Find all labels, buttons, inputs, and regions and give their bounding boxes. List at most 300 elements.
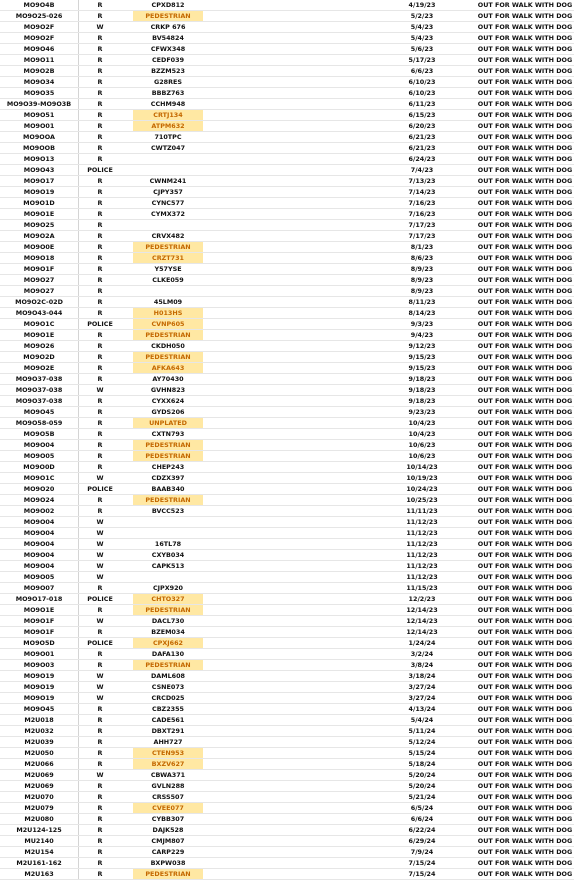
cell-empty[interactable] — [121, 550, 133, 561]
cell-empty[interactable] — [451, 847, 475, 858]
cell-plate[interactable]: CAPK513 — [133, 561, 203, 572]
cell-empty[interactable] — [121, 231, 133, 242]
cell-id[interactable]: MO9O37-038 — [0, 385, 79, 396]
cell-empty[interactable] — [203, 374, 393, 385]
cell-empty[interactable] — [203, 132, 393, 143]
cell-empty[interactable] — [121, 77, 133, 88]
cell-empty[interactable] — [121, 770, 133, 781]
cell-date[interactable]: 11/15/23 — [393, 583, 451, 594]
cell-plate[interactable]: CLKE059 — [133, 275, 203, 286]
cell-description[interactable]: OUT FOR WALK WITH DOG — [475, 539, 574, 550]
cell-empty[interactable] — [121, 506, 133, 517]
cell-description[interactable]: OUT FOR WALK WITH DOG — [475, 99, 574, 110]
cell-description[interactable]: OUT FOR WALK WITH DOG — [475, 693, 574, 704]
cell-empty[interactable] — [451, 726, 475, 737]
cell-empty[interactable] — [121, 396, 133, 407]
table-row[interactable] — [0, 572, 574, 583]
cell-empty[interactable] — [451, 803, 475, 814]
cell-plate[interactable]: UNPLATED — [133, 418, 203, 429]
cell-empty[interactable] — [451, 385, 475, 396]
cell-type[interactable]: W — [79, 22, 122, 33]
cell-description[interactable]: OUT FOR WALK WITH DOG — [475, 187, 574, 198]
cell-plate[interactable]: GVLN288 — [133, 781, 203, 792]
cell-empty[interactable] — [451, 495, 475, 506]
cell-date[interactable]: 3/2/24 — [393, 649, 451, 660]
cell-empty[interactable] — [121, 143, 133, 154]
cell-id[interactable]: MO9O2D — [0, 352, 79, 363]
cell-empty[interactable] — [203, 11, 393, 22]
cell-empty[interactable] — [451, 825, 475, 836]
cell-description[interactable]: OUT FOR WALK WITH DOG — [475, 33, 574, 44]
cell-id[interactable]: MO9OOB — [0, 143, 79, 154]
cell-id[interactable]: MO9O11 — [0, 55, 79, 66]
cell-id[interactable]: MO9O02 — [0, 506, 79, 517]
cell-empty[interactable] — [121, 616, 133, 627]
cell-type[interactable]: R — [79, 451, 122, 462]
table-row[interactable] — [0, 55, 574, 66]
cell-description[interactable]: OUT FOR WALK WITH DOG — [475, 264, 574, 275]
cell-description[interactable]: OUT FOR WALK WITH DOG — [475, 682, 574, 693]
cell-empty[interactable] — [203, 110, 393, 121]
cell-empty[interactable] — [203, 605, 393, 616]
cell-type[interactable]: R — [79, 198, 122, 209]
cell-description[interactable]: OUT FOR WALK WITH DOG — [475, 748, 574, 759]
cell-date[interactable]: 11/11/23 — [393, 506, 451, 517]
cell-empty[interactable] — [121, 682, 133, 693]
cell-empty[interactable] — [451, 352, 475, 363]
cell-id[interactable]: MO9O45 — [0, 704, 79, 715]
cell-plate[interactable]: CYXX624 — [133, 396, 203, 407]
cell-empty[interactable] — [451, 429, 475, 440]
cell-empty[interactable] — [203, 143, 393, 154]
table-row[interactable] — [0, 638, 574, 649]
cell-empty[interactable] — [203, 0, 393, 11]
cell-description[interactable]: OUT FOR WALK WITH DOG — [475, 858, 574, 869]
cell-id[interactable]: MO9O20 — [0, 484, 79, 495]
cell-description[interactable]: OUT FOR WALK WITH DOG — [475, 231, 574, 242]
cell-plate[interactable] — [133, 165, 203, 176]
cell-plate[interactable]: CJPY357 — [133, 187, 203, 198]
table-row[interactable] — [0, 143, 574, 154]
cell-empty[interactable] — [121, 209, 133, 220]
cell-empty[interactable] — [121, 33, 133, 44]
cell-empty[interactable] — [203, 330, 393, 341]
cell-id[interactable]: MO9O1C — [0, 319, 79, 330]
cell-description[interactable]: OUT FOR WALK WITH DOG — [475, 572, 574, 583]
cell-type[interactable]: W — [79, 561, 122, 572]
cell-description[interactable]: OUT FOR WALK WITH DOG — [475, 638, 574, 649]
cell-empty[interactable] — [203, 154, 393, 165]
cell-id[interactable]: MO9O1E — [0, 605, 79, 616]
table-row[interactable] — [0, 869, 574, 880]
cell-empty[interactable] — [121, 451, 133, 462]
cell-date[interactable]: 9/15/23 — [393, 363, 451, 374]
cell-type[interactable]: R — [79, 253, 122, 264]
cell-empty[interactable] — [451, 517, 475, 528]
cell-type[interactable]: POLICE — [79, 319, 122, 330]
cell-empty[interactable] — [121, 407, 133, 418]
cell-description[interactable]: OUT FOR WALK WITH DOG — [475, 363, 574, 374]
cell-empty[interactable] — [203, 198, 393, 209]
cell-date[interactable]: 10/19/23 — [393, 473, 451, 484]
cell-id[interactable]: MO9O4B — [0, 0, 79, 11]
table-row[interactable] — [0, 88, 574, 99]
cell-empty[interactable] — [121, 715, 133, 726]
table-row[interactable] — [0, 836, 574, 847]
cell-empty[interactable] — [451, 88, 475, 99]
cell-empty[interactable] — [121, 781, 133, 792]
cell-empty[interactable] — [121, 836, 133, 847]
table-row[interactable] — [0, 66, 574, 77]
cell-empty[interactable] — [121, 187, 133, 198]
cell-description[interactable]: OUT FOR WALK WITH DOG — [475, 165, 574, 176]
cell-date[interactable]: 10/4/23 — [393, 429, 451, 440]
cell-empty[interactable] — [121, 253, 133, 264]
table-row[interactable] — [0, 121, 574, 132]
cell-description[interactable]: OUT FOR WALK WITH DOG — [475, 220, 574, 231]
cell-description[interactable]: OUT FOR WALK WITH DOG — [475, 143, 574, 154]
cell-plate[interactable]: CCHM948 — [133, 99, 203, 110]
cell-description[interactable]: OUT FOR WALK WITH DOG — [475, 341, 574, 352]
cell-type[interactable]: W — [79, 539, 122, 550]
cell-empty[interactable] — [203, 209, 393, 220]
cell-empty[interactable] — [203, 583, 393, 594]
cell-description[interactable]: OUT FOR WALK WITH DOG — [475, 429, 574, 440]
cell-plate[interactable] — [133, 154, 203, 165]
cell-id[interactable]: MO9O1D — [0, 198, 79, 209]
cell-empty[interactable] — [451, 561, 475, 572]
table-row[interactable] — [0, 440, 574, 451]
cell-empty[interactable] — [451, 770, 475, 781]
cell-plate[interactable]: CRKP 676 — [133, 22, 203, 33]
cell-description[interactable]: OUT FOR WALK WITH DOG — [475, 242, 574, 253]
cell-date[interactable]: 7/16/23 — [393, 209, 451, 220]
cell-empty[interactable] — [203, 737, 393, 748]
table-row[interactable] — [0, 187, 574, 198]
table-row[interactable] — [0, 165, 574, 176]
cell-description[interactable]: OUT FOR WALK WITH DOG — [475, 759, 574, 770]
cell-empty[interactable] — [203, 726, 393, 737]
cell-description[interactable]: OUT FOR WALK WITH DOG — [475, 528, 574, 539]
cell-empty[interactable] — [121, 264, 133, 275]
cell-empty[interactable] — [451, 616, 475, 627]
cell-plate[interactable]: CVEE077 — [133, 803, 203, 814]
cell-id[interactable]: MO9O51 — [0, 110, 79, 121]
cell-date[interactable]: 7/15/24 — [393, 869, 451, 880]
cell-empty[interactable] — [121, 352, 133, 363]
cell-empty[interactable] — [451, 187, 475, 198]
cell-empty[interactable] — [451, 748, 475, 759]
cell-empty[interactable] — [121, 220, 133, 231]
cell-plate[interactable]: CBZ2355 — [133, 704, 203, 715]
cell-empty[interactable] — [203, 649, 393, 660]
table-row[interactable] — [0, 341, 574, 352]
table-row[interactable] — [0, 275, 574, 286]
cell-id[interactable]: MO9O19 — [0, 187, 79, 198]
cell-date[interactable]: 9/18/23 — [393, 374, 451, 385]
cell-date[interactable]: 6/6/23 — [393, 66, 451, 77]
cell-date[interactable]: 8/11/23 — [393, 297, 451, 308]
cell-description[interactable]: OUT FOR WALK WITH DOG — [475, 330, 574, 341]
cell-description[interactable]: OUT FOR WALK WITH DOG — [475, 319, 574, 330]
cell-empty[interactable] — [451, 539, 475, 550]
cell-id[interactable]: MO9O07 — [0, 583, 79, 594]
table-row[interactable] — [0, 451, 574, 462]
cell-date[interactable]: 7/13/23 — [393, 176, 451, 187]
cell-empty[interactable] — [451, 484, 475, 495]
cell-id[interactable]: MO9O46 — [0, 44, 79, 55]
cell-description[interactable]: OUT FOR WALK WITH DOG — [475, 616, 574, 627]
cell-description[interactable]: OUT FOR WALK WITH DOG — [475, 352, 574, 363]
cell-date[interactable]: 10/6/23 — [393, 440, 451, 451]
table-row[interactable] — [0, 11, 574, 22]
cell-date[interactable]: 5/4/24 — [393, 715, 451, 726]
cell-empty[interactable] — [203, 671, 393, 682]
cell-empty[interactable] — [451, 407, 475, 418]
cell-plate[interactable]: CKDH050 — [133, 341, 203, 352]
cell-type[interactable]: R — [79, 825, 122, 836]
cell-empty[interactable] — [203, 429, 393, 440]
cell-empty[interactable] — [451, 165, 475, 176]
cell-description[interactable]: OUT FOR WALK WITH DOG — [475, 847, 574, 858]
table-row[interactable] — [0, 561, 574, 572]
table-row[interactable] — [0, 737, 574, 748]
cell-description[interactable]: OUT FOR WALK WITH DOG — [475, 627, 574, 638]
cell-date[interactable]: 6/11/23 — [393, 99, 451, 110]
cell-type[interactable]: R — [79, 352, 122, 363]
cell-type[interactable]: R — [79, 44, 122, 55]
cell-description[interactable]: OUT FOR WALK WITH DOG — [475, 726, 574, 737]
cell-date[interactable]: 6/15/23 — [393, 110, 451, 121]
cell-plate[interactable]: CRTJ134 — [133, 110, 203, 121]
cell-empty[interactable] — [451, 858, 475, 869]
table-row[interactable] — [0, 209, 574, 220]
cell-date[interactable]: 8/14/23 — [393, 308, 451, 319]
cell-empty[interactable] — [451, 154, 475, 165]
cell-type[interactable]: W — [79, 517, 122, 528]
cell-empty[interactable] — [121, 517, 133, 528]
cell-id[interactable]: MO9O26 — [0, 341, 79, 352]
table-row[interactable] — [0, 682, 574, 693]
cell-plate[interactable]: PEDESTRIAN — [133, 869, 203, 880]
cell-type[interactable]: POLICE — [79, 484, 122, 495]
cell-date[interactable]: 6/10/23 — [393, 88, 451, 99]
cell-plate[interactable]: CWNM241 — [133, 176, 203, 187]
cell-date[interactable]: 5/18/24 — [393, 759, 451, 770]
cell-empty[interactable] — [451, 110, 475, 121]
table-row[interactable] — [0, 671, 574, 682]
cell-type[interactable]: R — [79, 792, 122, 803]
cell-id[interactable]: M2U161-162 — [0, 858, 79, 869]
table-row[interactable] — [0, 781, 574, 792]
cell-plate[interactable]: CRSS507 — [133, 792, 203, 803]
cell-empty[interactable] — [121, 22, 133, 33]
cell-empty[interactable] — [121, 154, 133, 165]
cell-date[interactable]: 6/5/24 — [393, 803, 451, 814]
cell-id[interactable]: MO9O34 — [0, 77, 79, 88]
cell-empty[interactable] — [203, 748, 393, 759]
cell-type[interactable]: R — [79, 132, 122, 143]
cell-empty[interactable] — [203, 187, 393, 198]
cell-date[interactable]: 6/21/23 — [393, 132, 451, 143]
cell-date[interactable]: 11/12/23 — [393, 539, 451, 550]
cell-type[interactable]: R — [79, 715, 122, 726]
cell-type[interactable]: W — [79, 616, 122, 627]
cell-id[interactable]: MO9O18 — [0, 253, 79, 264]
cell-description[interactable]: OUT FOR WALK WITH DOG — [475, 770, 574, 781]
cell-empty[interactable] — [451, 440, 475, 451]
cell-empty[interactable] — [451, 242, 475, 253]
cell-plate[interactable]: DAFA130 — [133, 649, 203, 660]
cell-empty[interactable] — [121, 374, 133, 385]
cell-empty[interactable] — [203, 803, 393, 814]
cell-empty[interactable] — [451, 682, 475, 693]
cell-empty[interactable] — [451, 660, 475, 671]
cell-empty[interactable] — [451, 572, 475, 583]
cell-plate[interactable]: CRZT731 — [133, 253, 203, 264]
cell-empty[interactable] — [451, 286, 475, 297]
cell-type[interactable]: POLICE — [79, 165, 122, 176]
cell-empty[interactable] — [121, 110, 133, 121]
cell-empty[interactable] — [451, 99, 475, 110]
cell-type[interactable]: R — [79, 297, 122, 308]
cell-plate[interactable] — [133, 572, 203, 583]
cell-plate[interactable]: DACL730 — [133, 616, 203, 627]
cell-empty[interactable] — [121, 11, 133, 22]
cell-empty[interactable] — [451, 462, 475, 473]
cell-id[interactable]: MO9O45 — [0, 407, 79, 418]
table-row[interactable] — [0, 264, 574, 275]
cell-description[interactable]: OUT FOR WALK WITH DOG — [475, 308, 574, 319]
cell-type[interactable]: R — [79, 341, 122, 352]
cell-empty[interactable] — [203, 99, 393, 110]
cell-id[interactable]: MO9O35 — [0, 88, 79, 99]
cell-empty[interactable] — [203, 660, 393, 671]
cell-date[interactable]: 6/21/23 — [393, 143, 451, 154]
cell-type[interactable]: R — [79, 220, 122, 231]
cell-type[interactable]: W — [79, 528, 122, 539]
table-row[interactable] — [0, 99, 574, 110]
cell-empty[interactable] — [121, 341, 133, 352]
cell-type[interactable]: W — [79, 572, 122, 583]
cell-type[interactable]: R — [79, 231, 122, 242]
cell-id[interactable]: MO9O19 — [0, 693, 79, 704]
cell-plate[interactable]: CBWA371 — [133, 770, 203, 781]
cell-type[interactable]: R — [79, 726, 122, 737]
cell-empty[interactable] — [451, 605, 475, 616]
cell-date[interactable]: 5/17/23 — [393, 55, 451, 66]
table-row[interactable] — [0, 770, 574, 781]
table-row[interactable] — [0, 715, 574, 726]
cell-plate[interactable] — [133, 517, 203, 528]
cell-empty[interactable] — [121, 44, 133, 55]
cell-plate[interactable] — [133, 286, 203, 297]
cell-type[interactable]: R — [79, 286, 122, 297]
cell-id[interactable]: MO9O0E — [0, 242, 79, 253]
table-row[interactable] — [0, 858, 574, 869]
cell-description[interactable]: OUT FOR WALK WITH DOG — [475, 451, 574, 462]
cell-date[interactable]: 8/9/23 — [393, 275, 451, 286]
cell-empty[interactable] — [203, 297, 393, 308]
cell-empty[interactable] — [451, 330, 475, 341]
cell-plate[interactable]: AFKA643 — [133, 363, 203, 374]
cell-type[interactable]: R — [79, 209, 122, 220]
cell-empty[interactable] — [203, 594, 393, 605]
cell-id[interactable]: MO9O43 — [0, 165, 79, 176]
table-row[interactable] — [0, 220, 574, 231]
cell-plate[interactable]: BXZV627 — [133, 759, 203, 770]
cell-empty[interactable] — [121, 847, 133, 858]
cell-empty[interactable] — [203, 715, 393, 726]
table-row[interactable] — [0, 429, 574, 440]
cell-empty[interactable] — [121, 363, 133, 374]
cell-empty[interactable] — [121, 297, 133, 308]
cell-date[interactable]: 8/9/23 — [393, 286, 451, 297]
cell-date[interactable]: 11/12/23 — [393, 517, 451, 528]
cell-type[interactable]: R — [79, 121, 122, 132]
cell-description[interactable]: OUT FOR WALK WITH DOG — [475, 253, 574, 264]
table-row[interactable] — [0, 396, 574, 407]
cell-plate[interactable]: PEDESTRIAN — [133, 495, 203, 506]
cell-empty[interactable] — [121, 869, 133, 880]
cell-empty[interactable] — [203, 561, 393, 572]
cell-empty[interactable] — [121, 704, 133, 715]
cell-date[interactable]: 3/18/24 — [393, 671, 451, 682]
cell-description[interactable]: OUT FOR WALK WITH DOG — [475, 869, 574, 880]
cell-plate[interactable]: DAJK528 — [133, 825, 203, 836]
cell-description[interactable]: OUT FOR WALK WITH DOG — [475, 506, 574, 517]
table-row[interactable] — [0, 484, 574, 495]
cell-date[interactable]: 11/12/23 — [393, 572, 451, 583]
cell-date[interactable]: 9/4/23 — [393, 330, 451, 341]
cell-id[interactable]: MO9O1E — [0, 209, 79, 220]
cell-empty[interactable] — [203, 770, 393, 781]
cell-empty[interactable] — [451, 220, 475, 231]
cell-description[interactable]: OUT FOR WALK WITH DOG — [475, 198, 574, 209]
cell-description[interactable]: OUT FOR WALK WITH DOG — [475, 385, 574, 396]
cell-empty[interactable] — [451, 363, 475, 374]
cell-empty[interactable] — [451, 341, 475, 352]
cell-empty[interactable] — [121, 737, 133, 748]
cell-empty[interactable] — [203, 55, 393, 66]
cell-plate[interactable] — [133, 528, 203, 539]
table-row[interactable] — [0, 231, 574, 242]
cell-description[interactable]: OUT FOR WALK WITH DOG — [475, 550, 574, 561]
cell-id[interactable]: MO9O13 — [0, 154, 79, 165]
cell-description[interactable]: OUT FOR WALK WITH DOG — [475, 649, 574, 660]
cell-empty[interactable] — [451, 836, 475, 847]
table-row[interactable] — [0, 616, 574, 627]
cell-id[interactable]: M2U079 — [0, 803, 79, 814]
cell-empty[interactable] — [203, 693, 393, 704]
cell-id[interactable]: MO9O04 — [0, 517, 79, 528]
cell-plate[interactable]: BV54824 — [133, 33, 203, 44]
cell-empty[interactable] — [203, 418, 393, 429]
cell-type[interactable]: R — [79, 418, 122, 429]
cell-description[interactable]: OUT FOR WALK WITH DOG — [475, 110, 574, 121]
cell-empty[interactable] — [203, 253, 393, 264]
cell-empty[interactable] — [203, 517, 393, 528]
cell-description[interactable]: OUT FOR WALK WITH DOG — [475, 66, 574, 77]
cell-empty[interactable] — [203, 682, 393, 693]
cell-empty[interactable] — [451, 715, 475, 726]
cell-empty[interactable] — [203, 781, 393, 792]
cell-empty[interactable] — [451, 418, 475, 429]
cell-description[interactable]: OUT FOR WALK WITH DOG — [475, 176, 574, 187]
cell-description[interactable]: OUT FOR WALK WITH DOG — [475, 704, 574, 715]
cell-id[interactable]: MO9O5B — [0, 429, 79, 440]
cell-empty[interactable] — [121, 385, 133, 396]
